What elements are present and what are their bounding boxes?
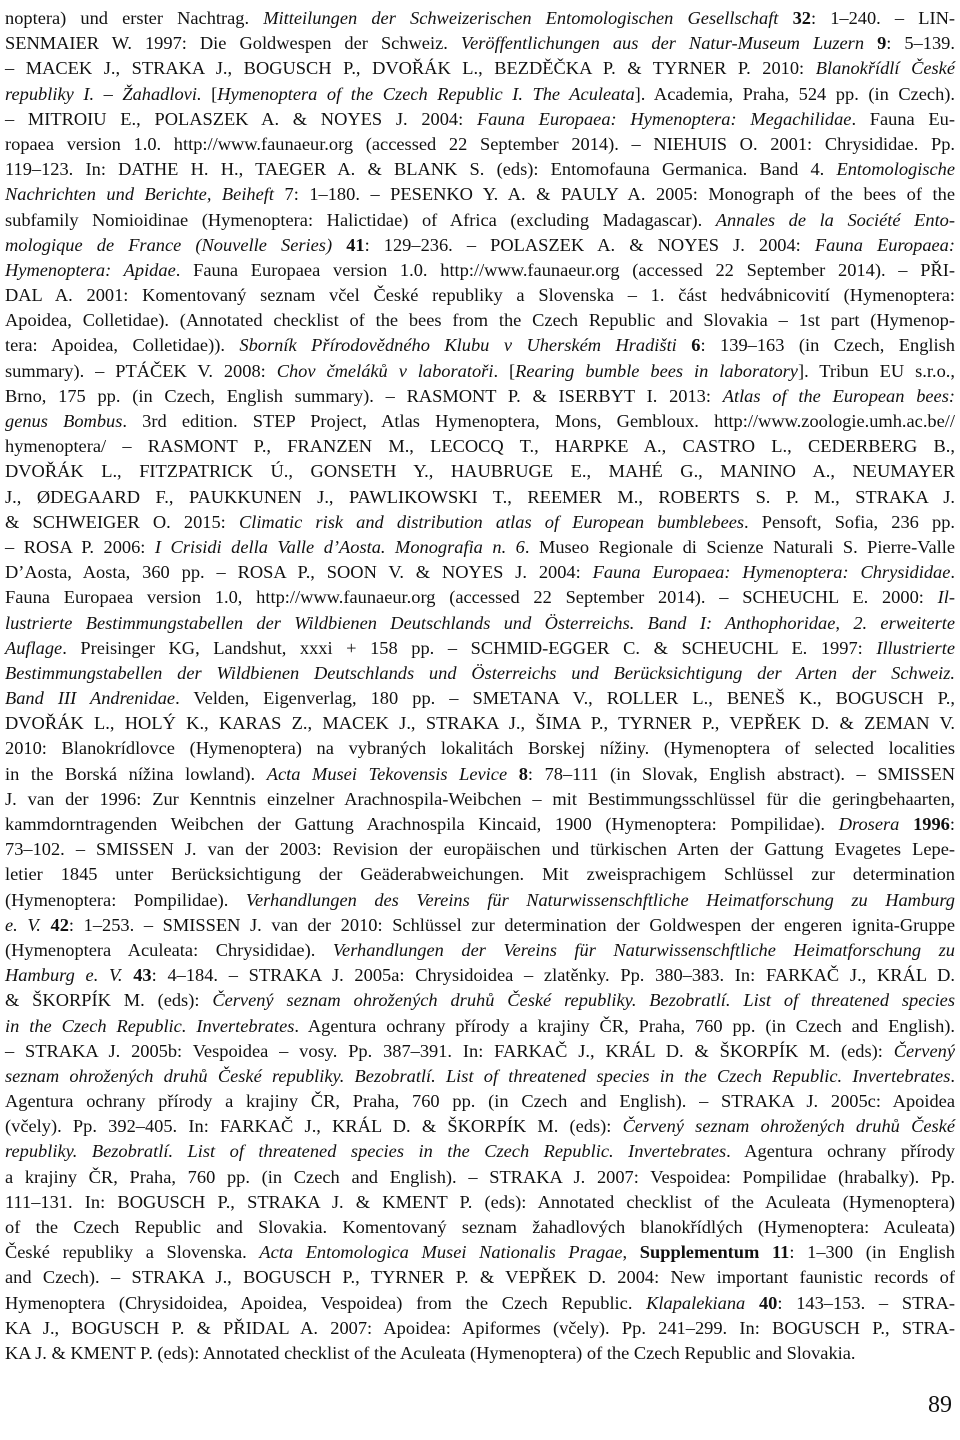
reference-line (5, 56, 955, 81)
reference-line (5, 636, 955, 661)
text-run: . Velden, Eigenverlag, 180 pp. – SMETANA V., ROLLER L., BENEŠ K., BOGUSCH P., (175, 688, 955, 709)
text-run: & ŠKORPÍK M. (eds): (5, 990, 213, 1011)
text-run: 7: 1–180. – PESENKO Y. A. & PAULY A. 2005: Monograph of the bees of the (284, 184, 955, 205)
reference-line (5, 1341, 955, 1366)
italic-text: e. V. (5, 914, 51, 935)
reference-line (5, 409, 955, 434)
reference-line (5, 308, 955, 333)
italic-text: Verhandlungen des Vereins für Naturwissenschftliche Heimatforschung zu Hamburg (245, 889, 956, 910)
reference-line (5, 1316, 955, 1341)
text-run: : 139–163 (in Czech, English (700, 335, 955, 356)
reference-line (5, 686, 955, 711)
reference-line (5, 812, 955, 837)
text-run: KA J., BOGUSCH P. & PŘIDAL A. 2007: Apoidea: Apiformes (včely). Pp. 241–299. In: BOGUSCH P., STRA- (5, 1317, 955, 1338)
italic-text: Entomologische (836, 159, 955, 180)
text-run: : 129–236. – POLASZEK A. & NOYES J. 2004: (364, 234, 815, 255)
reference-line (5, 787, 955, 812)
reference-line (5, 1265, 955, 1290)
text-run: . Museo Regionale di Scienze Naturali S. Pierre-Valle (524, 536, 955, 557)
italic-text: republiky. Bezobratlí. List of threatened species in the Czech Republic. Invertebrates (5, 1141, 727, 1162)
text-run: : 1–300 (in English (789, 1242, 956, 1263)
text-run: – MITROIU E., POLASZEK A. & NOYES J. 2004: (5, 108, 477, 129)
bold-text: 42 (50, 914, 69, 935)
text-run: 2010: Blanokrídlovce (Hymenoptera) na vybraných lokalitách Borskej nížiny. (Hymenoptera of selected localities (5, 738, 955, 759)
italic-text: Acta Musei Tekovensis Levice (266, 763, 519, 784)
text-run: ]. Tribun EU s.r.o., (797, 360, 955, 381)
text-run: and Czech). – STRAKA J., BOGUSCH P., TYRNER P. & VEPŘEK D. 2004: New important faunistic records of (5, 1267, 955, 1288)
text-run: DVOŘÁK L., HOLÝ K., KARAS Z., MACEK J., STRAKA J., ŠIMA P., TYRNER P., VEPŘEK D. & ZEMAN V. (5, 713, 955, 734)
italic-text: Drosera (838, 814, 914, 834)
reference-line (5, 711, 955, 736)
reference-line (5, 888, 955, 913)
reference-line (5, 1064, 955, 1089)
text-run: 73–102. – SMISSEN J. van der 2003: Revision der europäischen und türkischen Arten der Gattung Evagetes Lepe- (5, 839, 955, 860)
italic-text: seznam ohrožených druhů České republiky. Bezobratlí. List of threatened species in the Czech Republic. Invertebrates (5, 1065, 951, 1086)
reference-line (5, 485, 955, 510)
italic-text: Rearing bumble bees in laboratory (515, 360, 798, 381)
text-run: DAL A. 2001: Komentovaný seznam včel České republiky a Slovenska – 1. část hedvábnicovití (Hymenoptera: (5, 285, 955, 306)
text-run: Fauna Europaea version 1.0, http://www.faunaeur.org (accessed 22 September 2014). – SCHEUCHL E. 2000: (5, 587, 938, 608)
reference-line (5, 1240, 955, 1265)
bold-text: 41 (346, 234, 365, 255)
reference-line (5, 182, 955, 207)
italic-text: Fauna Europaea: Hymenoptera: Megachilidae (476, 108, 852, 129)
text-run: KA J. & KMENT P. (eds): Annotated checklist of the Aculeata (Hymenoptera) of the Czech Republic and Slovakia. (5, 1342, 856, 1363)
text-run: summary). – PTÁČEK V. 2008: (5, 360, 277, 381)
text-run: DVOŘÁK L., FITZPATRICK Ú., GONSETH Y., HAUBRUGE E., MAHÉ G., MANINO A., NEUMAYER (5, 461, 955, 482)
page-number: 89 (928, 1392, 952, 1418)
reference-line (5, 1039, 955, 1064)
reference-line (5, 1089, 955, 1114)
reference-line (5, 913, 955, 938)
text-run: : 78–111 (in Slovak, English abstract). – SMISSEN (527, 763, 956, 784)
text-run: . 3rd edition. STEP Project, Atlas Hymenoptera, Mons, Gembloux. http://www.zoologie.umh.ac.be// (122, 411, 955, 431)
text-run: 111–131. In: BOGUSCH P., STRAKA J. & KMENT P. (eds): Annotated checklist of the Aculeata (Hymenoptera) (5, 1191, 955, 1212)
text-run: . Fauna Eu- (851, 108, 955, 129)
reference-line (5, 510, 955, 535)
italic-text: Climatic risk and distribution atlas of European bumblebees (238, 511, 745, 532)
text-run: of the Czech Republic and Slovakia. Komentovaný seznam žahadlových blanokřídlých (Hymenoptera: Aculeata) (5, 1217, 955, 1237)
reference-line (5, 384, 955, 409)
bold-text: Supplementum 11 (639, 1242, 790, 1263)
text-run: Hymenoptera (Chrysidoidea, Apoidea, Vespoidea) from the Czech Republic. (5, 1292, 647, 1313)
text-run: . (950, 1065, 955, 1086)
text-run: in the Borská nížina lowland). (5, 763, 267, 784)
reference-line (5, 434, 955, 459)
reference-line (5, 333, 955, 358)
bold-text: 6 (691, 335, 701, 356)
reference-line (5, 258, 955, 283)
text-run: a krajiny ČR, Praha, 760 pp. (in Czech and English). – STRAKA J. 2007: Vespoidea: Pompilidae (hrabalky). Pp. (5, 1166, 955, 1187)
italic-text: Hamburg e. V. (5, 965, 134, 986)
reference-line (5, 157, 955, 182)
text-run: ]. Academia, Praha, 524 pp. (in Czech). (634, 83, 956, 104)
text-run: : 4–184. – STRAKA J. 2005a: Chrysidoidea – zlatěnky. Pp. 380–383. In: FARKAČ J., KRÁL D. (151, 965, 955, 986)
text-run: Apoidea, Colletidae). (Annotated checklist of the bees from the Czech Republic and Slovakia – 1st part (Hymenop- (5, 310, 955, 331)
italic-text: Annales de la Société Ento- (715, 209, 956, 230)
reference-line (5, 611, 955, 636)
italic-text: Bestimmungstabellen der Wildbienen Deutschlands und Österreichs und Berücksichtigung der Arten der Schweiz. (5, 662, 955, 683)
text-run: . (950, 562, 955, 583)
italic-text: Nachrichten und Berichte, Beiheft (5, 184, 285, 205)
reference-line (5, 107, 955, 132)
italic-text: Hymenoptera: Apidae (5, 259, 176, 280)
italic-text: mologique de France (Nouvelle Series) (5, 234, 347, 255)
reference-line (5, 762, 955, 787)
reference-line (5, 1190, 955, 1215)
text-run: (Hymenoptera Aculeata: Chrysididae). (5, 939, 333, 960)
text-run: . Pensoft, Sofia, 236 pp. (744, 511, 955, 532)
italic-text: Atlas of the European bees: (722, 385, 956, 406)
reference-line (5, 837, 955, 862)
bold-text: 32 (792, 8, 811, 28)
italic-text: Band III Andrenidae (5, 688, 176, 709)
text-run: , (622, 1242, 640, 1263)
reference-line (5, 359, 955, 384)
italic-text: in the Czech Republic. Invertebrates (5, 1015, 295, 1036)
bold-text: 40 (758, 1292, 778, 1313)
italic-text: Chov čmeláků v laboratoři (276, 360, 494, 381)
text-run: J. van der 1996: Zur Kenntnis einzelner Arachnospila-Weibchen – mit Bestimmungsschlüssel für die geringbehaarten, (5, 788, 955, 809)
italic-text: Acta Entomologica Musei Nationalis Pragae (259, 1242, 623, 1263)
reference-line (5, 82, 955, 107)
text-run: 119–123. In: DATHE H. H., TAEGER A. & BLANK S. (eds): Entomofauna Germanica. Band 4. (5, 159, 837, 180)
text-run: subfamily Nomioidinae (Hymenoptera: Halictidae) of Africa (excluding Madagascar). (5, 209, 716, 230)
bold-text: 8 (518, 763, 528, 784)
text-run: [ (211, 83, 218, 104)
italic-text: Il- (937, 587, 955, 608)
text-run: letier 1845 unter Berücksichtigung der Geäderabweichungen. Mit zweisprachigem Schlüssel zur determination (5, 864, 955, 885)
reference-line (5, 132, 955, 157)
reference-list (5, 6, 955, 1366)
text-run: : 1–240. – LIN- (810, 8, 956, 28)
text-run: SENMAIER W. 1997: Die Goldwespen der Schweiz. (5, 33, 461, 54)
reference-line (5, 1165, 955, 1190)
italic-text: Blanokřídlí České (815, 58, 955, 79)
text-run: : (949, 814, 955, 834)
text-run: : 5–139. (886, 33, 955, 54)
italic-text: lustrierte Bestimmungstabellen der Wildbienen Deutschlands und Österreichs. Band I: Anthophoridae, 2. erweiterte (5, 612, 955, 633)
italic-text: Fauna Europaea: Hymenoptera: Chrysididae (592, 562, 951, 583)
text-run: ropaea version 1.0. http://www.faunaeur.org (accessed 22 September 2014). – NIEHUIS O. 2001: Chrysididae. Pp. (5, 133, 955, 154)
text-run: České republiky a Slovenska. (5, 1242, 260, 1263)
italic-text: Červený seznam ohrožených druhů České republiky. Bezobratlí. List of threatened species (212, 990, 955, 1011)
reference-line (5, 1215, 955, 1240)
text-run: – MACEK J., STRAKA J., BOGUSCH P., DVOŘÁK L., BEZDĚČKA P. & TYRNER P. 2010: (5, 58, 816, 79)
text-run: J., ØDEGAARD F., PAUKKUNEN J., PAWLIKOWSKI T., REEMER M., ROBERTS S. P. M., STRAKA J. (5, 486, 955, 507)
text-run: : 143–153. – STRA- (777, 1292, 955, 1313)
italic-text: Auflage (5, 637, 63, 658)
italic-text: Illustrierte (876, 637, 955, 658)
italic-text: Verhandlungen der Vereins für Naturwissenschftliche Heimatforschung zu (332, 939, 955, 960)
bold-text: 43 (133, 965, 152, 986)
text-run: (včely). Pp. 392–405. In: FARKAČ J., KRÁL D. & ŠKORPÍK M. (eds): (5, 1116, 623, 1137)
bold-text: 1996 (913, 814, 950, 834)
reference-line (5, 862, 955, 887)
italic-text: genus Bombus (5, 411, 123, 431)
reference-line (5, 736, 955, 761)
text-run: Agentura ochrany přírody a krajiny ČR, Praha, 760 pp. (in Czech and English). – STRAKA J. 2005c: Apoidea (5, 1091, 955, 1112)
bold-text: 9 (877, 33, 887, 54)
text-run: . Preisinger KG, Landshut, xxxi + 158 pp. – SCHMID-EGGER C. & SCHEUCHL E. 1997: (62, 637, 877, 658)
italic-text: Červený (893, 1040, 955, 1061)
text-run: : 1–253. – SMISSEN J. van der 2010: Schlüssel zur determination der Goldwespen der engeren ignita-Gruppe (68, 914, 955, 935)
text-run: . Fauna Europaea version 1.0. http://www.faunaeur.org (accessed 22 September 2014). – PŘI- (175, 259, 955, 280)
text-run: (Hymenoptera: Pompilidae). (5, 889, 246, 910)
reference-line (5, 1014, 955, 1039)
text-run: D’Aosta, Aosta, 360 pp. – ROSA P., SOON V. & NOYES J. 2004: (5, 562, 593, 583)
text-run: & SCHWEIGER O. 2015: (5, 511, 239, 532)
reference-line (5, 459, 955, 484)
text-run: hymenoptera/ – RASMONT P., FRANZEN M., LECOCQ T., HARPKE A., CASTRO L., CEDERBERG B., (5, 436, 955, 457)
reference-line (5, 208, 955, 233)
reference-line (5, 585, 955, 610)
reference-line (5, 535, 955, 560)
text-run: noptera) und erster Nachtrag. (5, 8, 264, 28)
text-run: – ROSA P. 2006: (5, 536, 155, 557)
text-run: kammdorntragenden Weibchen der Gattung Arachnospila Kincaid, 1900 (Hymenoptera: Pompilidae). (5, 814, 839, 834)
reference-line (5, 283, 955, 308)
reference-line (5, 560, 955, 585)
reference-line (5, 233, 955, 258)
italic-text: Mitteilungen der Schweizerischen Entomologischen Gesellschaft (263, 8, 793, 28)
text-run: Brno, 175 pp. (in Czech, English summary). – RASMONT P. & ISERBYT I. 2013: (5, 385, 723, 406)
reference-line (5, 1291, 955, 1316)
reference-line (5, 988, 955, 1013)
italic-text: Sborník Přírodovědného Klubu v Uherském Hradišti (239, 335, 692, 356)
text-run: tera: Apoidea, Colletidae)). (5, 335, 240, 356)
text-run: . [ (493, 360, 516, 381)
italic-text: Fauna Europaea: (814, 234, 955, 255)
italic-text: Veröffentlichungen aus der Natur-Museum Luzern (460, 33, 878, 54)
text-run: – STRAKA J. 2005b: Vespoidea – vosy. Pp. 387–391. In: FARKAČ J., KRÁL D. & ŠKORPÍK M. (eds): (5, 1040, 894, 1061)
reference-line (5, 1114, 955, 1139)
text-run: . Agentura ochrany přírody (726, 1141, 955, 1162)
text-run: . Agentura ochrany přírody a krajiny ČR, Praha, 760 pp. (in Czech and English). (294, 1015, 955, 1036)
reference-line (5, 1139, 955, 1164)
italic-text: Hymenoptera of the Czech Republic I. The Aculeata (217, 83, 635, 104)
reference-line (5, 31, 955, 56)
italic-text: Červený seznam ohrožených druhů České (622, 1116, 955, 1137)
italic-text: Klapalekiana (646, 1292, 759, 1313)
reference-line (5, 6, 955, 31)
reference-line (5, 963, 955, 988)
reference-line (5, 938, 955, 963)
reference-line (5, 661, 955, 686)
italic-text: republiky I. – Žahadlovi. (5, 83, 212, 104)
italic-text: I Crisidi della Valle d’Aosta. Monografia n. 6 (154, 536, 525, 557)
